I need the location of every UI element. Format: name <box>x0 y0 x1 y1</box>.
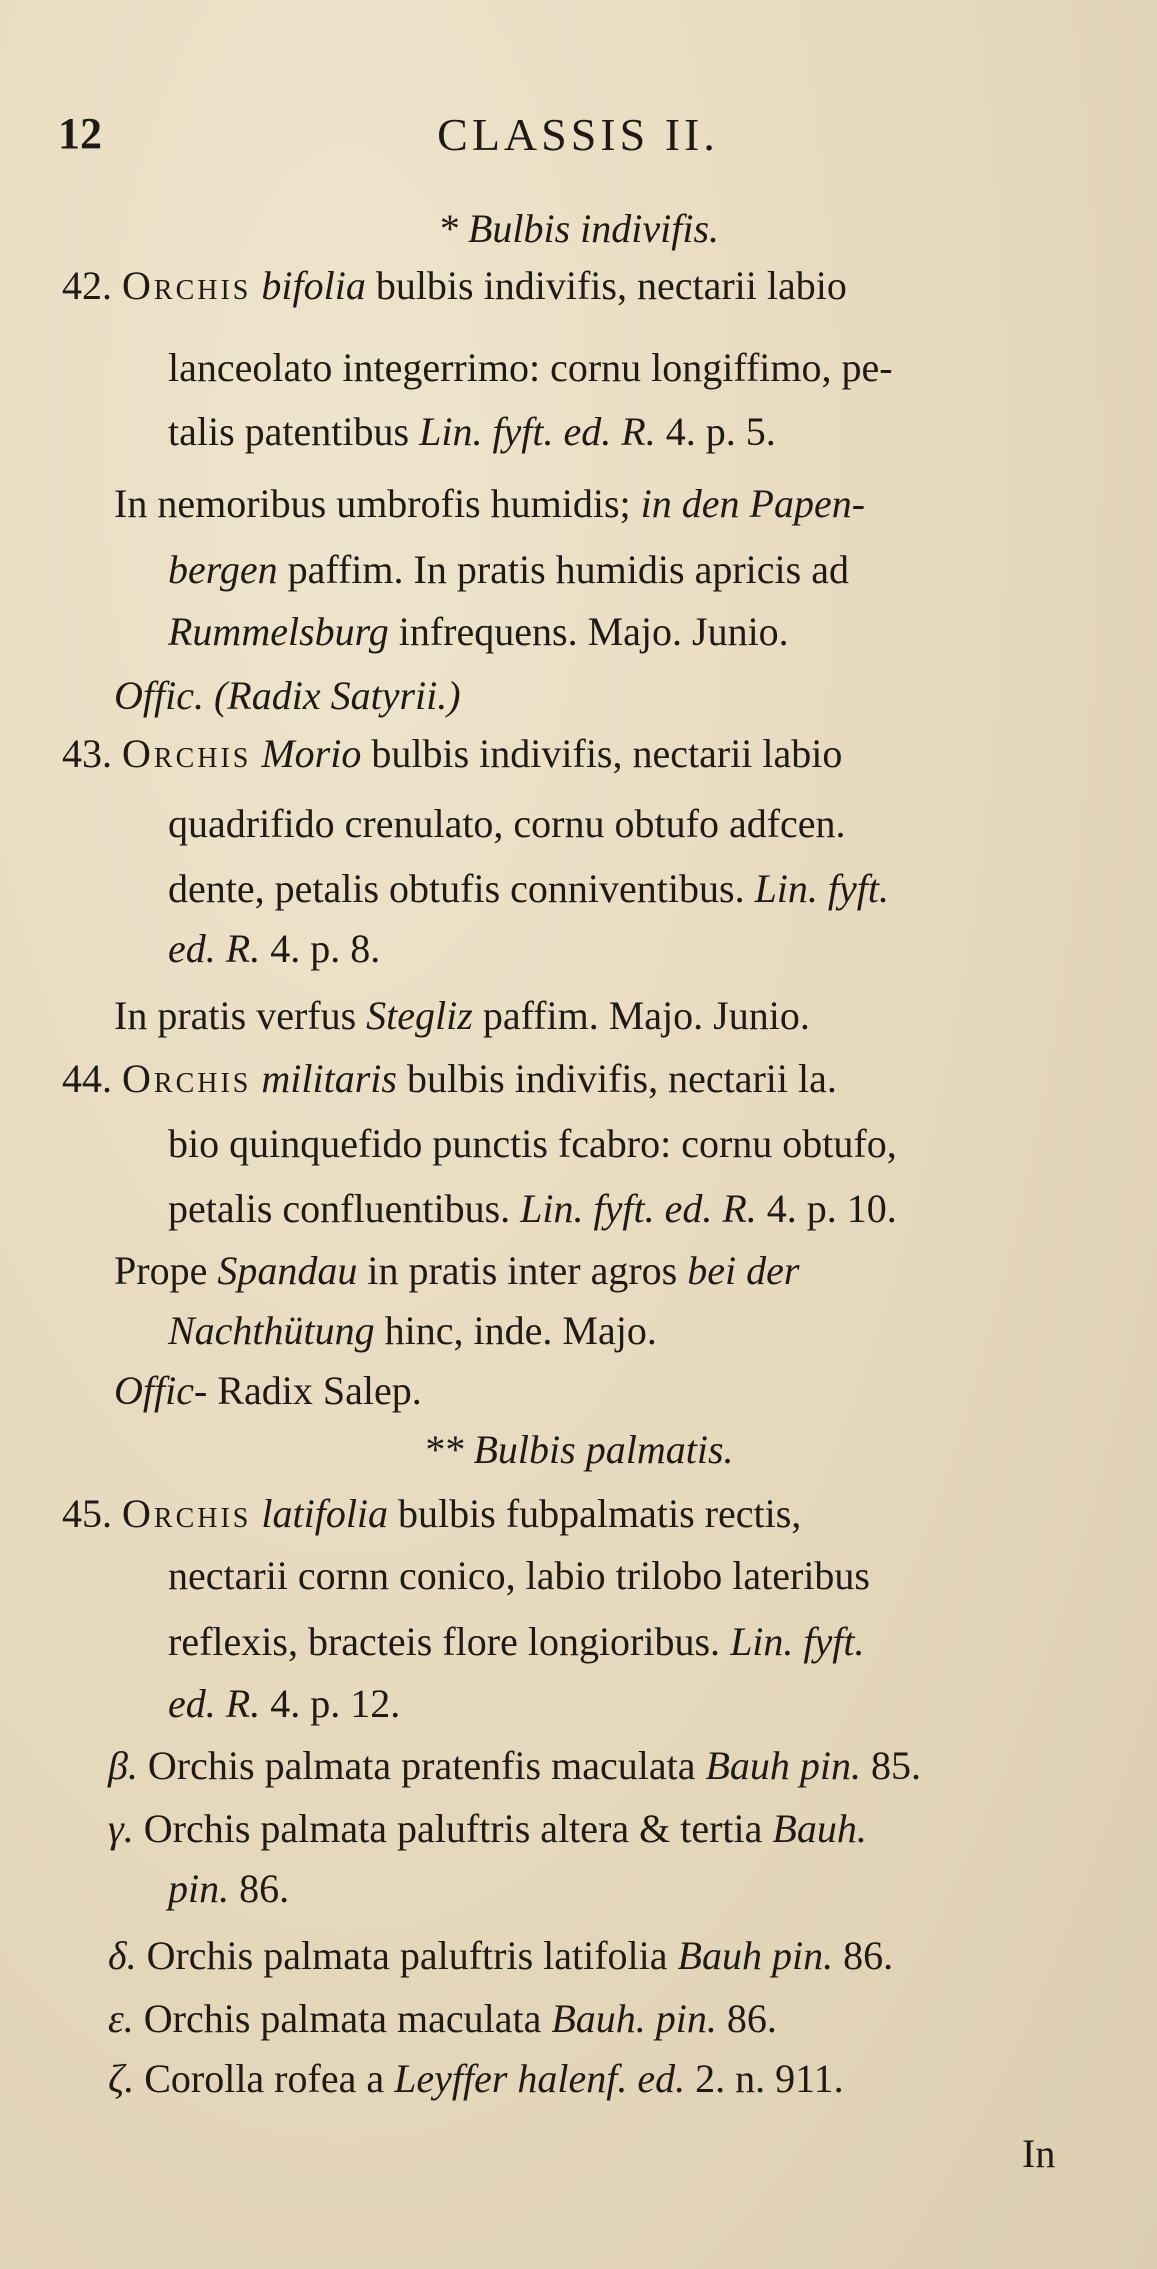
entry-42-habitat-3: Rummelsburg infrequens. Majo. Junio. <box>168 609 789 654</box>
entry-42-offic: Offic. (Radix Satyrii.) <box>114 673 461 718</box>
variety-gamma-cont: pin. 86. <box>168 1866 290 1911</box>
entry-44-habitat-1: Prope Spandau in pratis inter agros bei der <box>114 1248 800 1293</box>
variety-delta: δ. Orchis palmata paluftris latifolia Bauh pin. 86. <box>108 1933 894 1978</box>
entry-45-line-3: reflexis, bracteis flore longioribus. Lin. fyft. <box>168 1619 865 1664</box>
entry-44-habitat-2: Nachthütung hinc, inde. Majo. <box>168 1308 657 1353</box>
entry-42-habitat-1: In nemoribus umbrofis humidis; in den Papen- <box>114 481 866 526</box>
entry-42-line-1: 42. Orchis bifolia bulbis indivifis, nectarii labio <box>62 263 847 308</box>
variety-zeta: ζ. Corolla rofea a Leyffer halenf. ed. 2. n. 911. <box>108 2056 844 2101</box>
entry-44-offic: Offic- Radix Salep. <box>114 1368 422 1413</box>
entry-44-line-2: bio quinquefido punctis fcabro: cornu obtufo, <box>168 1121 897 1166</box>
running-title: CLASSIS II. <box>437 109 719 160</box>
variety-epsilon: ε. Orchis palmata maculata Bauh. pin. 86. <box>108 1996 777 2041</box>
entry-45-line-1: 45. Orchis latifolia bulbis fubpalmatis rectis, <box>62 1491 802 1536</box>
entry-44-line-1: 44. Orchis militaris bulbis indivifis, nectarii la. <box>62 1056 837 1101</box>
entry-42-line-3: talis patentibus Lin. fyft. ed. R. 4. p. 5. <box>168 409 776 454</box>
entry-43-line-1: 43. Orchis Morio bulbis indivifis, nectarii labio <box>62 731 843 776</box>
page-number: 12 <box>58 109 102 158</box>
variety-gamma: γ. Orchis palmata paluftris altera & tertia Bauh. <box>108 1806 867 1851</box>
page-header <box>58 108 1098 168</box>
entry-43-line-2: quadrifido crenulato, cornu obtufo adfcen. <box>168 801 846 846</box>
section-heading-bulbis-indivisis: * Bulbis indivifis. <box>437 206 720 251</box>
entry-42-line-2: lanceolato integerrimo: cornu longiffimo, pe- <box>168 345 893 390</box>
catchword: In <box>1022 2131 1056 2176</box>
entry-43-habitat: In pratis verfus Stegliz paffim. Majo. Junio. <box>114 993 810 1038</box>
entry-45-line-2: nectarii cornn conico, labio trilobo lateribus <box>168 1553 870 1598</box>
entry-43-line-3: dente, petalis obtufis conniventibus. Lin. fyft. <box>168 866 890 911</box>
section-heading-bulbis-palmatis: ** Bulbis palmatis. <box>423 1427 734 1472</box>
entry-42-habitat-2: bergen paffim. In pratis humidis apricis ad <box>168 547 849 592</box>
entry-44-line-3: petalis confluentibus. Lin. fyft. ed. R. 4. p. 10. <box>168 1186 897 1231</box>
entry-45-line-4: ed. R. 4. p. 12. <box>168 1681 401 1726</box>
variety-beta: β. Orchis palmata pratenfis maculata Bauh pin. 85. <box>108 1743 922 1788</box>
entry-43-line-4: ed. R. 4. p. 8. <box>168 926 381 971</box>
